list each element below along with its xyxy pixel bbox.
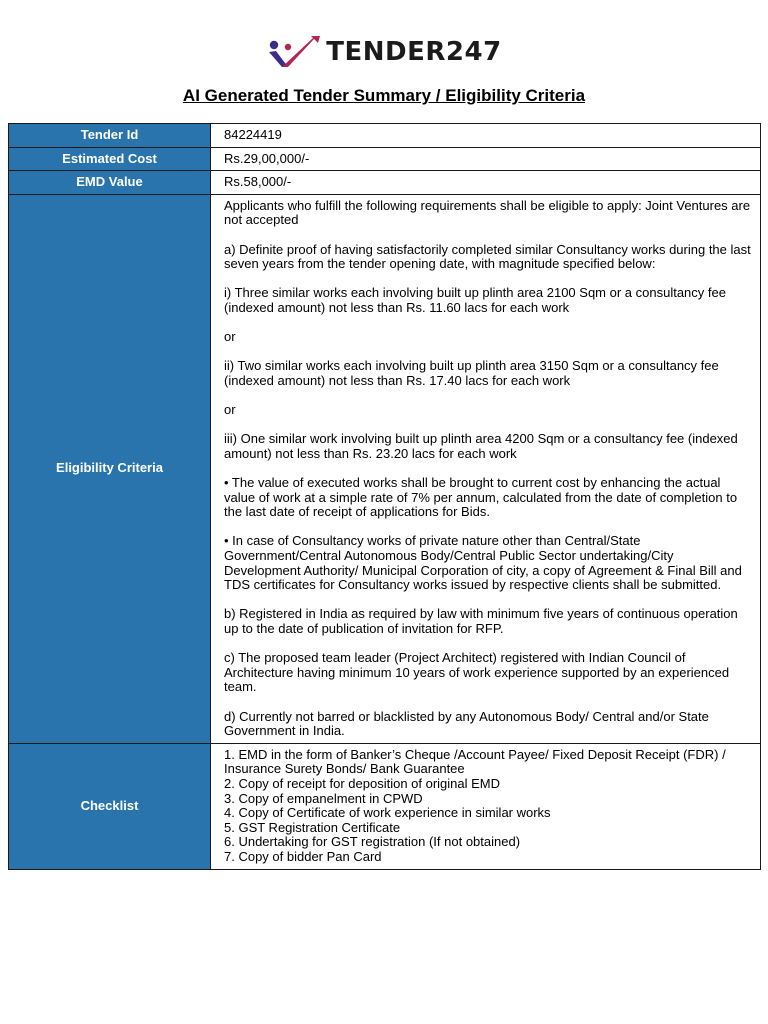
row-estimated-cost (9, 147, 761, 171)
eligibility-paragraph: • In case of Consultancy works of private nature other than Central/State Government/Central Autonomous Body/Central Public Sector undertaking/City Development Authority/ Municipal Corporation of city, a copy of Agreement & Final Bill and TDS certificates for Consultancy works issued by respective clients shall be submitted. (224, 533, 742, 593)
emd-value-value: Rs.58,000/- (211, 171, 761, 195)
row-tender-id (9, 124, 761, 148)
eligibility-paragraph: • The value of executed works shall be brought to current cost by enhancing the actual value of work at a simple rate of 7% per annum, calculated from the date of completion to the last date of receipt of applications for Bids. (224, 475, 738, 520)
checklist-item: 4. Copy of Certificate of work experience in similar works (224, 805, 551, 821)
eligibility-paragraph: i) Three similar works each involving built up plinth area 2100 Sqm or a consultancy fee (indexed amount) not less than Rs. 11.60 lacs for each work (224, 285, 726, 315)
eligibility-criteria-label: Eligibility Criteria (9, 194, 211, 743)
eligibility-paragraph: Applicants who fulfill the following requirements shall be eligible to apply: Joint Ventures are not accepted (224, 197, 751, 228)
checklist-item: 7. Copy of bidder Pan Card (224, 848, 382, 864)
checklist-item: 2. Copy of receipt for deposition of original EMD (224, 775, 501, 791)
tender-id-label: Tender Id (9, 124, 211, 148)
checklist-item: 3. Copy of empanelment in CPWD (224, 790, 423, 806)
logo (0, 32, 768, 72)
checklist-value (211, 743, 761, 869)
eligibility-paragraph: b) Registered in India as required by law with minimum five years of continuous operation up to the date of publication of invitation for RFP. (224, 606, 738, 636)
checklist-item: 1. EMD in the form of Banker’s Cheque /Account Payee/ Fixed Deposit Receipt (FDR) / Insurance Surety Bonds/ Bank Guarantee (224, 746, 726, 777)
tender-summary-table (8, 123, 761, 870)
logo-wordmark: TENDER247 (326, 37, 502, 67)
row-eligibility-criteria (9, 194, 761, 743)
estimated-cost-label: Estimated Cost (9, 147, 211, 171)
checklist-label: Checklist (9, 743, 211, 869)
estimated-cost-value: Rs.29,00,000/- (211, 147, 761, 171)
emd-value-label: EMD Value (9, 171, 211, 195)
eligibility-paragraph: ii) Two similar works each involving built up plinth area 3150 Sqm or a consultancy fee (indexed amount) not less than Rs. 17.40 lacs for each work (224, 358, 719, 388)
page-title: AI Generated Tender Summary / Eligibility Criteria (182, 86, 586, 105)
eligibility-paragraph: d) Currently not barred or blacklisted by any Autonomous Body/ Central and/or State Government in India. (224, 708, 709, 739)
eligibility-criteria-value (211, 194, 761, 743)
checklist-item: 5. GST Registration Certificate (224, 819, 401, 835)
tender247-check-icon (266, 33, 322, 71)
row-emd-value (9, 171, 761, 195)
eligibility-paragraph: a) Definite proof of having satisfactorily completed similar Consultancy works during the last seven years from the tender opening date, with magnitude specified below: (224, 241, 751, 272)
eligibility-paragraph: or (224, 329, 236, 345)
row-checklist (9, 743, 761, 869)
eligibility-paragraph: or (224, 402, 236, 418)
eligibility-paragraph: iii) One similar work involving built up plinth area 4200 Sqm or a consultancy fee (indexed amount) not less than Rs. 23.20 lacs for each work (224, 431, 738, 461)
checklist-item: 6. Undertaking for GST registration (If not obtained) (224, 834, 521, 850)
tender-id-value: 84224419 (211, 124, 761, 148)
eligibility-paragraph: c) The proposed team leader (Project Architect) registered with Indian Council of Architecture having minimum 10 years of work experience supported by an experienced team. (224, 650, 730, 695)
